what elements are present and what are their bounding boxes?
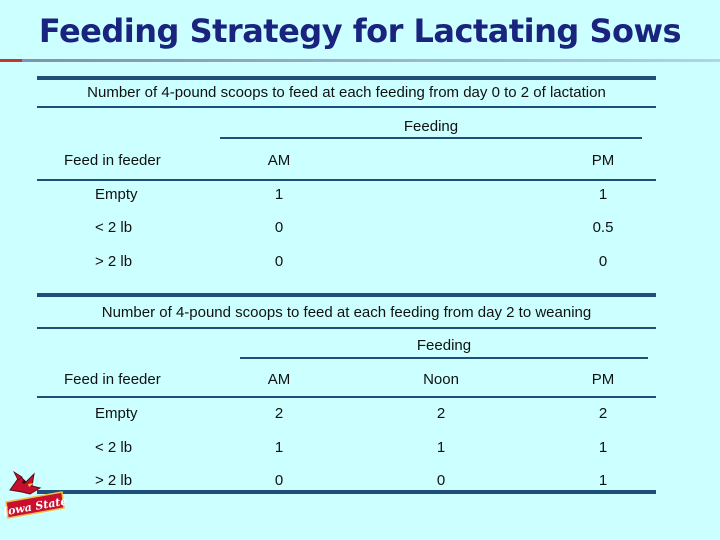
cell-am: 0: [274, 253, 284, 270]
logo-text: Iowa State: [4, 494, 66, 519]
cell-noon: 1: [436, 439, 446, 456]
table1-caption-rule: [37, 106, 656, 108]
cell-am: 1: [274, 439, 284, 456]
title-underline: [0, 59, 720, 62]
table2-header-pm: PM: [591, 371, 615, 388]
cell-pm: 0: [598, 253, 608, 270]
cell-pm: 2: [598, 405, 608, 422]
table2-caption: Number of 4-pound scoops to feed at each feeding from day 2 to weaning: [101, 304, 592, 321]
table2-header-am: AM: [267, 371, 291, 388]
table2-group-header: Feeding: [416, 337, 472, 354]
cell-pm: 1: [598, 472, 608, 489]
cardinal-logo-icon: [4, 468, 66, 526]
slide-title: Feeding Strategy for Lactating Sows: [38, 12, 682, 50]
row-label: > 2 lb: [95, 472, 133, 489]
table2-header-noon: Noon: [423, 371, 459, 388]
cell-am: 2: [274, 405, 284, 422]
table1-header-feed: Feed in feeder: [64, 152, 161, 169]
row-label: < 2 lb: [95, 219, 133, 236]
university-logo: [4, 468, 66, 526]
cell-noon: 0: [436, 472, 446, 489]
cell-pm: 1: [598, 186, 608, 203]
row-label: < 2 lb: [95, 439, 133, 456]
table2-header-feed: Feed in feeder: [64, 371, 161, 388]
table1-caption: Number of 4-pound scoops to feed at each feeding from day 0 to 2 of lactation: [87, 84, 606, 101]
row-label: Empty: [95, 186, 138, 203]
table1-header-am: AM: [267, 152, 291, 169]
table1-top-rule: [37, 76, 656, 80]
cell-noon: 2: [436, 405, 446, 422]
title-underline-accent: [0, 59, 22, 62]
cell-pm: 0.5: [592, 219, 614, 236]
cell-am: 0: [274, 219, 284, 236]
row-label: > 2 lb: [95, 253, 133, 270]
table2-header-rule: [37, 396, 656, 398]
row-label: Empty: [95, 405, 138, 422]
table2-bottom-rule: [37, 490, 656, 494]
table1-header-rule: [37, 179, 656, 181]
table1-header-pm: PM: [591, 152, 615, 169]
table1-group-header: Feeding: [403, 118, 459, 135]
table1-group-rule: [220, 137, 642, 139]
table2-group-rule: [240, 357, 648, 359]
cell-am: 1: [274, 186, 284, 203]
cell-am: 0: [274, 472, 284, 489]
cell-pm: 1: [598, 439, 608, 456]
table2-top-rule: [37, 293, 656, 297]
table2-caption-rule: [37, 327, 656, 329]
